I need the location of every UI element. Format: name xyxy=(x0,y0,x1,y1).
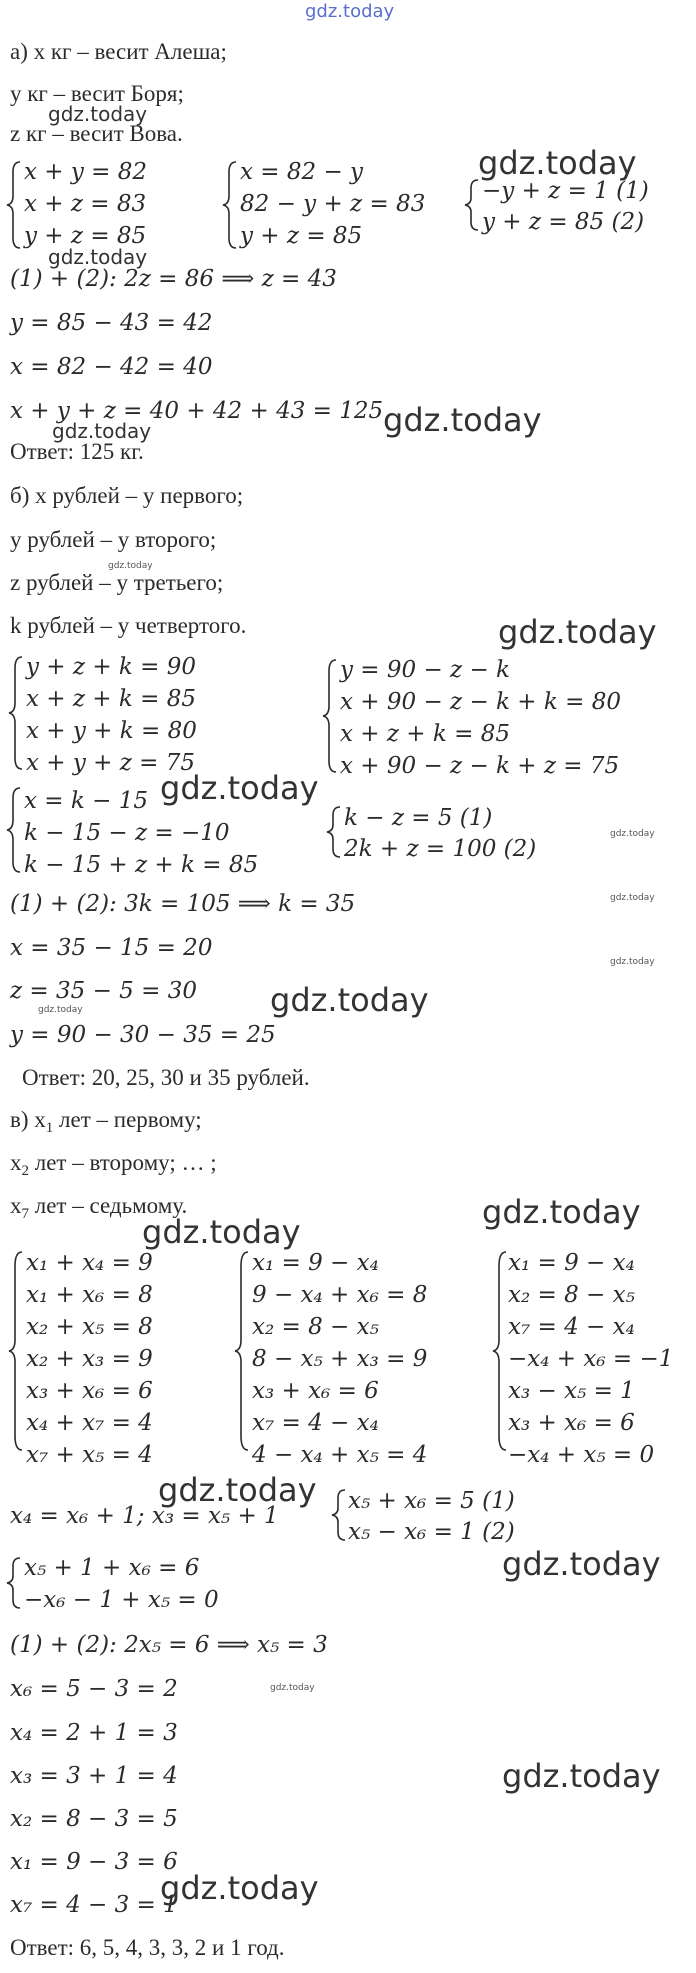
brace xyxy=(7,1558,20,1608)
part-c-result-7: x₇ = 4 − 3 = 1 xyxy=(10,1892,178,1918)
watermark: gdz.today xyxy=(482,1193,641,1231)
part-a-result-4: x + y + z = 40 + 42 + 43 = 125 xyxy=(10,398,384,424)
watermark: gdz.today xyxy=(48,102,148,126)
brace xyxy=(9,657,22,769)
part-a-result-1: (1) + (2): 2z = 86 ⟹ z = 43 xyxy=(10,266,337,292)
system-c2-row: x₃ + x₆ = 6 xyxy=(252,1378,379,1404)
brace xyxy=(465,180,478,230)
part-a-answer: Ответ: 125 кг. xyxy=(10,439,144,464)
watermark: gdz.today xyxy=(610,829,655,839)
watermark: gdz.today xyxy=(108,561,153,571)
system-c2-row: 8 − x₅ + x₃ = 9 xyxy=(252,1346,428,1372)
part-a-line-1: а) x кг – весит Алеша; xyxy=(10,39,227,64)
part-c-result-1: (1) + (2): 2x₅ = 6 ⟹ x₅ = 3 xyxy=(10,1632,328,1658)
watermark: gdz.today xyxy=(502,1757,661,1795)
system-c3-row: x₃ − x₅ = 1 xyxy=(508,1378,635,1404)
system-c1-row: x₃ + x₆ = 6 xyxy=(26,1378,153,1404)
part-c-result-2: x₆ = 5 − 3 = 2 xyxy=(10,1676,178,1702)
system-c2-row: 4 − x₄ + x₅ = 4 xyxy=(252,1442,428,1468)
system-c4-row: x₅ − x₆ = 1 (2) xyxy=(348,1519,515,1545)
system-c1-row: x₂ + x₅ = 8 xyxy=(26,1314,153,1340)
watermark: gdz.today xyxy=(52,419,152,443)
part-c-result-4: x₃ = 3 + 1 = 4 xyxy=(10,1763,178,1789)
part-c-answer: Ответ: 6, 5, 4, 3, 3, 2 и 1 год. xyxy=(10,1935,285,1960)
watermark: gdz.today xyxy=(498,613,657,651)
part-b-line-4: k рублей – у четвертого. xyxy=(10,613,247,638)
system-a3-row: y + z = 85 (2) xyxy=(482,209,645,235)
watermark: gdz.today xyxy=(610,893,655,903)
part-b-line-3: z рублей – у третьего; xyxy=(10,570,224,595)
system-c2-row: 9 − x₄ + x₆ = 8 xyxy=(252,1282,428,1308)
watermark: gdz.today xyxy=(383,401,542,439)
system-b3-row: k − 15 + z + k = 85 xyxy=(24,852,259,878)
brace xyxy=(235,1252,248,1450)
part-b-answer: Ответ: 20, 25, 30 и 35 рублей. xyxy=(22,1065,310,1090)
system-c3-row: −x₄ + x₅ = 0 xyxy=(508,1442,655,1468)
system-b3-row: x = k − 15 xyxy=(24,788,148,814)
brace xyxy=(7,162,20,248)
watermark: gdz.today xyxy=(270,981,429,1019)
system-c1-row: x₄ + x₇ = 4 xyxy=(26,1410,153,1436)
system-b2-row: x + 90 − z − k + z = 75 xyxy=(340,753,620,779)
part-a-line-3: z кг – весит Вова. xyxy=(10,121,183,146)
system-a1-row: x + y = 82 xyxy=(24,159,148,185)
watermark: gdz.today xyxy=(142,1213,301,1251)
system-b4-row: k − z = 5 (1) xyxy=(344,805,493,831)
part-b-result-3: z = 35 − 5 = 30 xyxy=(10,978,197,1004)
system-a3-row: −y + z = 1 (1) xyxy=(482,178,649,204)
brace xyxy=(323,660,336,772)
brace xyxy=(327,807,340,857)
system-b2-row: y = 90 − z − k xyxy=(340,657,510,683)
system-a2-row: 82 − y + z = 83 xyxy=(240,191,426,217)
part-a-result-2: y = 85 − 43 = 42 xyxy=(10,310,213,336)
system-c3-row: x₂ = 8 − x₅ xyxy=(508,1282,635,1308)
part-c-line-1: в) $x_1$ лет – первому; xyxy=(10,1107,202,1136)
brace xyxy=(223,162,236,248)
system-c3-row: x₁ = 9 − x₄ xyxy=(508,1250,635,1276)
part-c-result-3: x₄ = 2 + 1 = 3 xyxy=(10,1720,178,1746)
part-a-line-2: y кг – весит Боря; xyxy=(10,81,184,106)
system-a2-row: y + z = 85 xyxy=(240,223,363,249)
system-a2-row: x = 82 − y xyxy=(240,159,364,185)
watermark: gdz.today xyxy=(48,245,148,269)
system-c2-row: x₂ = 8 − x₅ xyxy=(252,1314,379,1340)
system-b1-row: x + y + k = 80 xyxy=(26,718,197,744)
system-b2-row: x + 90 − z − k + k = 80 xyxy=(340,689,621,715)
brace xyxy=(7,788,20,872)
system-c1-row: x₁ + x₆ = 8 xyxy=(26,1282,153,1308)
system-c3-row: x₇ = 4 − x₄ xyxy=(508,1314,635,1340)
part-c-result-5: x₂ = 8 − 3 = 5 xyxy=(10,1806,178,1832)
system-b1-row: y + z + k = 90 xyxy=(26,654,196,680)
part-c-line-2: $x_2$ лет – второму; … ; xyxy=(10,1150,217,1179)
system-c1-row: x₇ + x₅ = 4 xyxy=(26,1442,153,1468)
system-c5-row: −x₆ − 1 + x₅ = 0 xyxy=(24,1587,219,1613)
brace xyxy=(9,1252,22,1450)
watermark: gdz.today xyxy=(160,1869,319,1907)
watermark: gdz.today xyxy=(502,1545,661,1583)
system-c5-row: x₅ + 1 + x₆ = 6 xyxy=(24,1555,200,1581)
system-b2-row: x + z + k = 85 xyxy=(340,721,510,747)
system-a1-row: y + z = 85 xyxy=(24,223,147,249)
system-b1-row: x + z + k = 85 xyxy=(26,686,196,712)
system-c4-row: x₅ + x₆ = 5 (1) xyxy=(348,1488,515,1514)
part-b-result-2: x = 35 − 15 = 20 xyxy=(10,935,213,961)
system-c3-row: x₃ + x₆ = 6 xyxy=(508,1410,635,1436)
system-b4-row: 2k + z = 100 (2) xyxy=(344,836,537,862)
part-b-result-4: y = 90 − 30 − 35 = 25 xyxy=(10,1022,276,1048)
system-c3-row: −x₄ + x₆ = −1 xyxy=(508,1346,674,1372)
system-c2-row: x₁ = 9 − x₄ xyxy=(252,1250,379,1276)
system-c1-row: x₂ + x₃ = 9 xyxy=(26,1346,153,1372)
brace xyxy=(493,1252,506,1450)
system-b1-row: x + y + z = 75 xyxy=(26,750,196,776)
system-b3-row: k − 15 − z = −10 xyxy=(24,820,230,846)
watermark: gdz.today xyxy=(610,957,655,967)
watermark-top: gdz.today xyxy=(305,1,395,22)
system-a1-row: x + z = 83 xyxy=(24,191,147,217)
brace xyxy=(332,1490,345,1540)
part-b-result-1: (1) + (2): 3k = 105 ⟹ k = 35 xyxy=(10,891,356,917)
part-c-expression: x₄ = x₆ + 1; x₃ = x₅ + 1 xyxy=(10,1503,279,1529)
watermark: gdz.today xyxy=(160,769,319,807)
system-c1-row: x₁ + x₄ = 9 xyxy=(26,1250,153,1276)
watermark: gdz.today xyxy=(478,144,637,182)
watermark: gdz.today xyxy=(270,1683,315,1693)
part-b-line-2: y рублей – у второго; xyxy=(10,527,217,552)
watermark: gdz.today xyxy=(38,1005,83,1015)
watermark: gdz.today xyxy=(158,1471,317,1509)
part-a-result-3: x = 82 − 42 = 40 xyxy=(10,354,213,380)
system-c2-row: x₇ = 4 − x₄ xyxy=(252,1410,379,1436)
part-c-line-3: $x_7$ лет – седьмому. xyxy=(10,1193,188,1222)
part-c-result-6: x₁ = 9 − 3 = 6 xyxy=(10,1849,178,1875)
part-b-line-1: б) x рублей – у первого; xyxy=(10,483,244,508)
